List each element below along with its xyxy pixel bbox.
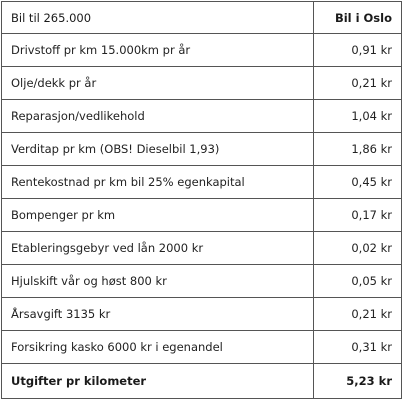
row-description: Rentekostnad pr km bil 25% egenkapital [2, 166, 314, 199]
row-description: Forsikring kasko 6000 kr i egenandel [2, 331, 314, 364]
row-value: 0,31 kr [314, 331, 402, 364]
total-description: Utgifter pr kilometer [2, 364, 314, 399]
row-description: Etableringsgebyr ved lån 2000 kr [2, 232, 314, 265]
row-value: 0,45 kr [314, 166, 402, 199]
table-row [2, 199, 402, 232]
table-row [2, 232, 402, 265]
row-value: 0,91 kr [314, 34, 402, 67]
table-row [2, 100, 402, 133]
row-value: 0,17 kr [314, 199, 402, 232]
table-row [2, 265, 402, 298]
table-total-row [2, 364, 402, 399]
row-description: Verditap pr km (OBS! Dieselbil 1,93) [2, 133, 314, 166]
table-row [2, 166, 402, 199]
row-value: 0,21 kr [314, 67, 402, 100]
row-description: Reparasjon/vedlikehold [2, 100, 314, 133]
row-description: Hjulskift vår og høst 800 kr [2, 265, 314, 298]
row-value: 0,02 kr [314, 232, 402, 265]
total-value: 5,23 kr [314, 364, 402, 399]
row-value: 0,05 kr [314, 265, 402, 298]
row-description: Bompenger pr km [2, 199, 314, 232]
table-row [2, 298, 402, 331]
row-value: 0,21 kr [314, 298, 402, 331]
row-description: Årsavgift 3135 kr [2, 298, 314, 331]
table-row [2, 67, 402, 100]
row-description: Olje/dekk pr år [2, 67, 314, 100]
header-value: Bil i Oslo [314, 2, 402, 34]
table-row [2, 133, 402, 166]
header-description: Bil til 265.000 [2, 2, 314, 34]
cost-table [1, 1, 402, 399]
table-header-row [2, 2, 402, 34]
row-value: 1,86 kr [314, 133, 402, 166]
table-row [2, 331, 402, 364]
row-description: Drivstoff pr km 15.000km pr år [2, 34, 314, 67]
row-value: 1,04 kr [314, 100, 402, 133]
table-row [2, 34, 402, 67]
